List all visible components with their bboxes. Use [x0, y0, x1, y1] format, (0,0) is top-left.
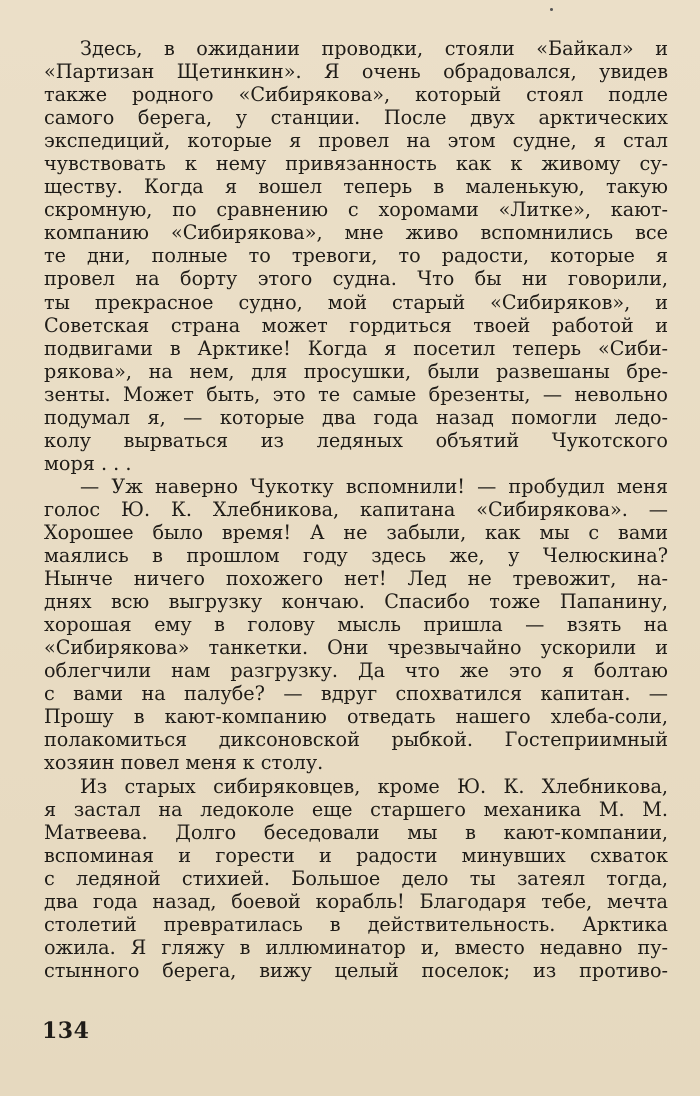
text-line: вспоминая и горести и радости минувших схваток — [44, 843, 668, 867]
text-line: рякова», на нем, для просушки, были развешаны бре- — [44, 359, 668, 383]
text-line: также родного «Сибирякова», который стоял подле — [44, 83, 668, 107]
text-line: Нынче ничего похожего нет! Лед не тревожит, на- — [44, 567, 668, 591]
text-line: экспедиций, которые я провел на этом судне, я стал — [44, 129, 668, 153]
text-line: с вами на палубе? — вдруг спохватился капитан. — — [44, 682, 668, 706]
text-line: самого берега, у станции. После двух арктических — [44, 106, 668, 130]
body-text — [44, 37, 668, 982]
text-line: те дни, полные то тревоги, то радости, которые я — [44, 244, 668, 268]
text-line: Здесь, в ожидании проводки, стояли «Байкал» и — [80, 37, 668, 60]
text-line: Прошу в кают-компанию отведать нашего хлеба-соли, — [44, 705, 668, 729]
page-number: 134 — [42, 1018, 90, 1044]
print-speck — [550, 8, 553, 11]
text-line: Советская страна может гордиться твоей работой и — [44, 313, 668, 337]
text-line: колу вырваться из ледяных объятий Чукотского — [44, 428, 668, 452]
text-line: два года назад, боевой корабль! Благодаря тебе, мечта — [44, 889, 668, 913]
text-line: «Сибирякова» танкетки. Они чрезвычайно ускорили и — [44, 636, 668, 660]
text-line: столетий превратилась в действительность. Арктика — [44, 912, 668, 936]
text-line: ты прекрасное судно, мой старый «Сибиряков», и — [44, 290, 668, 314]
text-line: хозяин повел меня к столу. — [44, 751, 324, 775]
text-line: — Уж наверно Чукотку вспомнили! — пробудил меня — [80, 474, 668, 498]
text-line: моря . . . — [44, 451, 132, 475]
text-line: провел на борту этого судна. Что бы ни говорили, — [44, 267, 668, 291]
text-line: зенты. Может быть, это те самые брезенты, — невольно — [44, 382, 668, 406]
text-line: я застал на ледоколе еще старшего механика М. М. — [44, 797, 668, 821]
text-line: компанию «Сибирякова», мне живо вспомнились все — [44, 221, 668, 245]
text-line: ожила. Я гляжу в иллюминатор и, вместо недавно пу- — [44, 935, 668, 959]
text-line: Хорошее было время! А не забыли, как мы с вами — [44, 520, 668, 544]
text-line: Из старых сибиряковцев, кроме Ю. К. Хлебникова, — [80, 774, 668, 798]
text-line: чувствовать к нему привязанность как к живому су- — [44, 152, 668, 176]
text-line: облегчили нам разгрузку. Да что же это я болтаю — [44, 659, 668, 683]
text-line: днях всю выгрузку кончаю. Спасибо тоже Папанину, — [44, 590, 668, 614]
text-line: ществу. Когда я вошел теперь в маленькую, такую — [44, 175, 668, 199]
text-line: маялись в прошлом году здесь же, у Челюскина? — [44, 544, 668, 568]
text-line: подумал я, — которые два года назад помогли ледо- — [44, 405, 668, 429]
text-line: полакомиться диксоновской рыбкой. Гостеприимный — [44, 728, 668, 752]
text-line: скромную, по сравнению с хоромами «Литке», кают- — [44, 198, 668, 222]
text-line: Матвеева. Долго беседовали мы в кают-компании, — [44, 820, 668, 844]
text-line: стынного берега, вижу целый поселок; из противо- — [44, 958, 668, 982]
text-line: подвигами в Арктике! Когда я посетил теперь «Сиби- — [44, 336, 668, 360]
text-line: с ледяной стихией. Большое дело ты затеял тогда, — [44, 866, 668, 890]
text-line: «Партизан Щетинкин». Я очень обрадовался, увидев — [44, 60, 668, 84]
text-line: голос Ю. К. Хлебникова, капитана «Сибирякова». — — [44, 497, 668, 521]
text-line: хорошая ему в голову мысль пришла — взять на — [44, 613, 668, 637]
